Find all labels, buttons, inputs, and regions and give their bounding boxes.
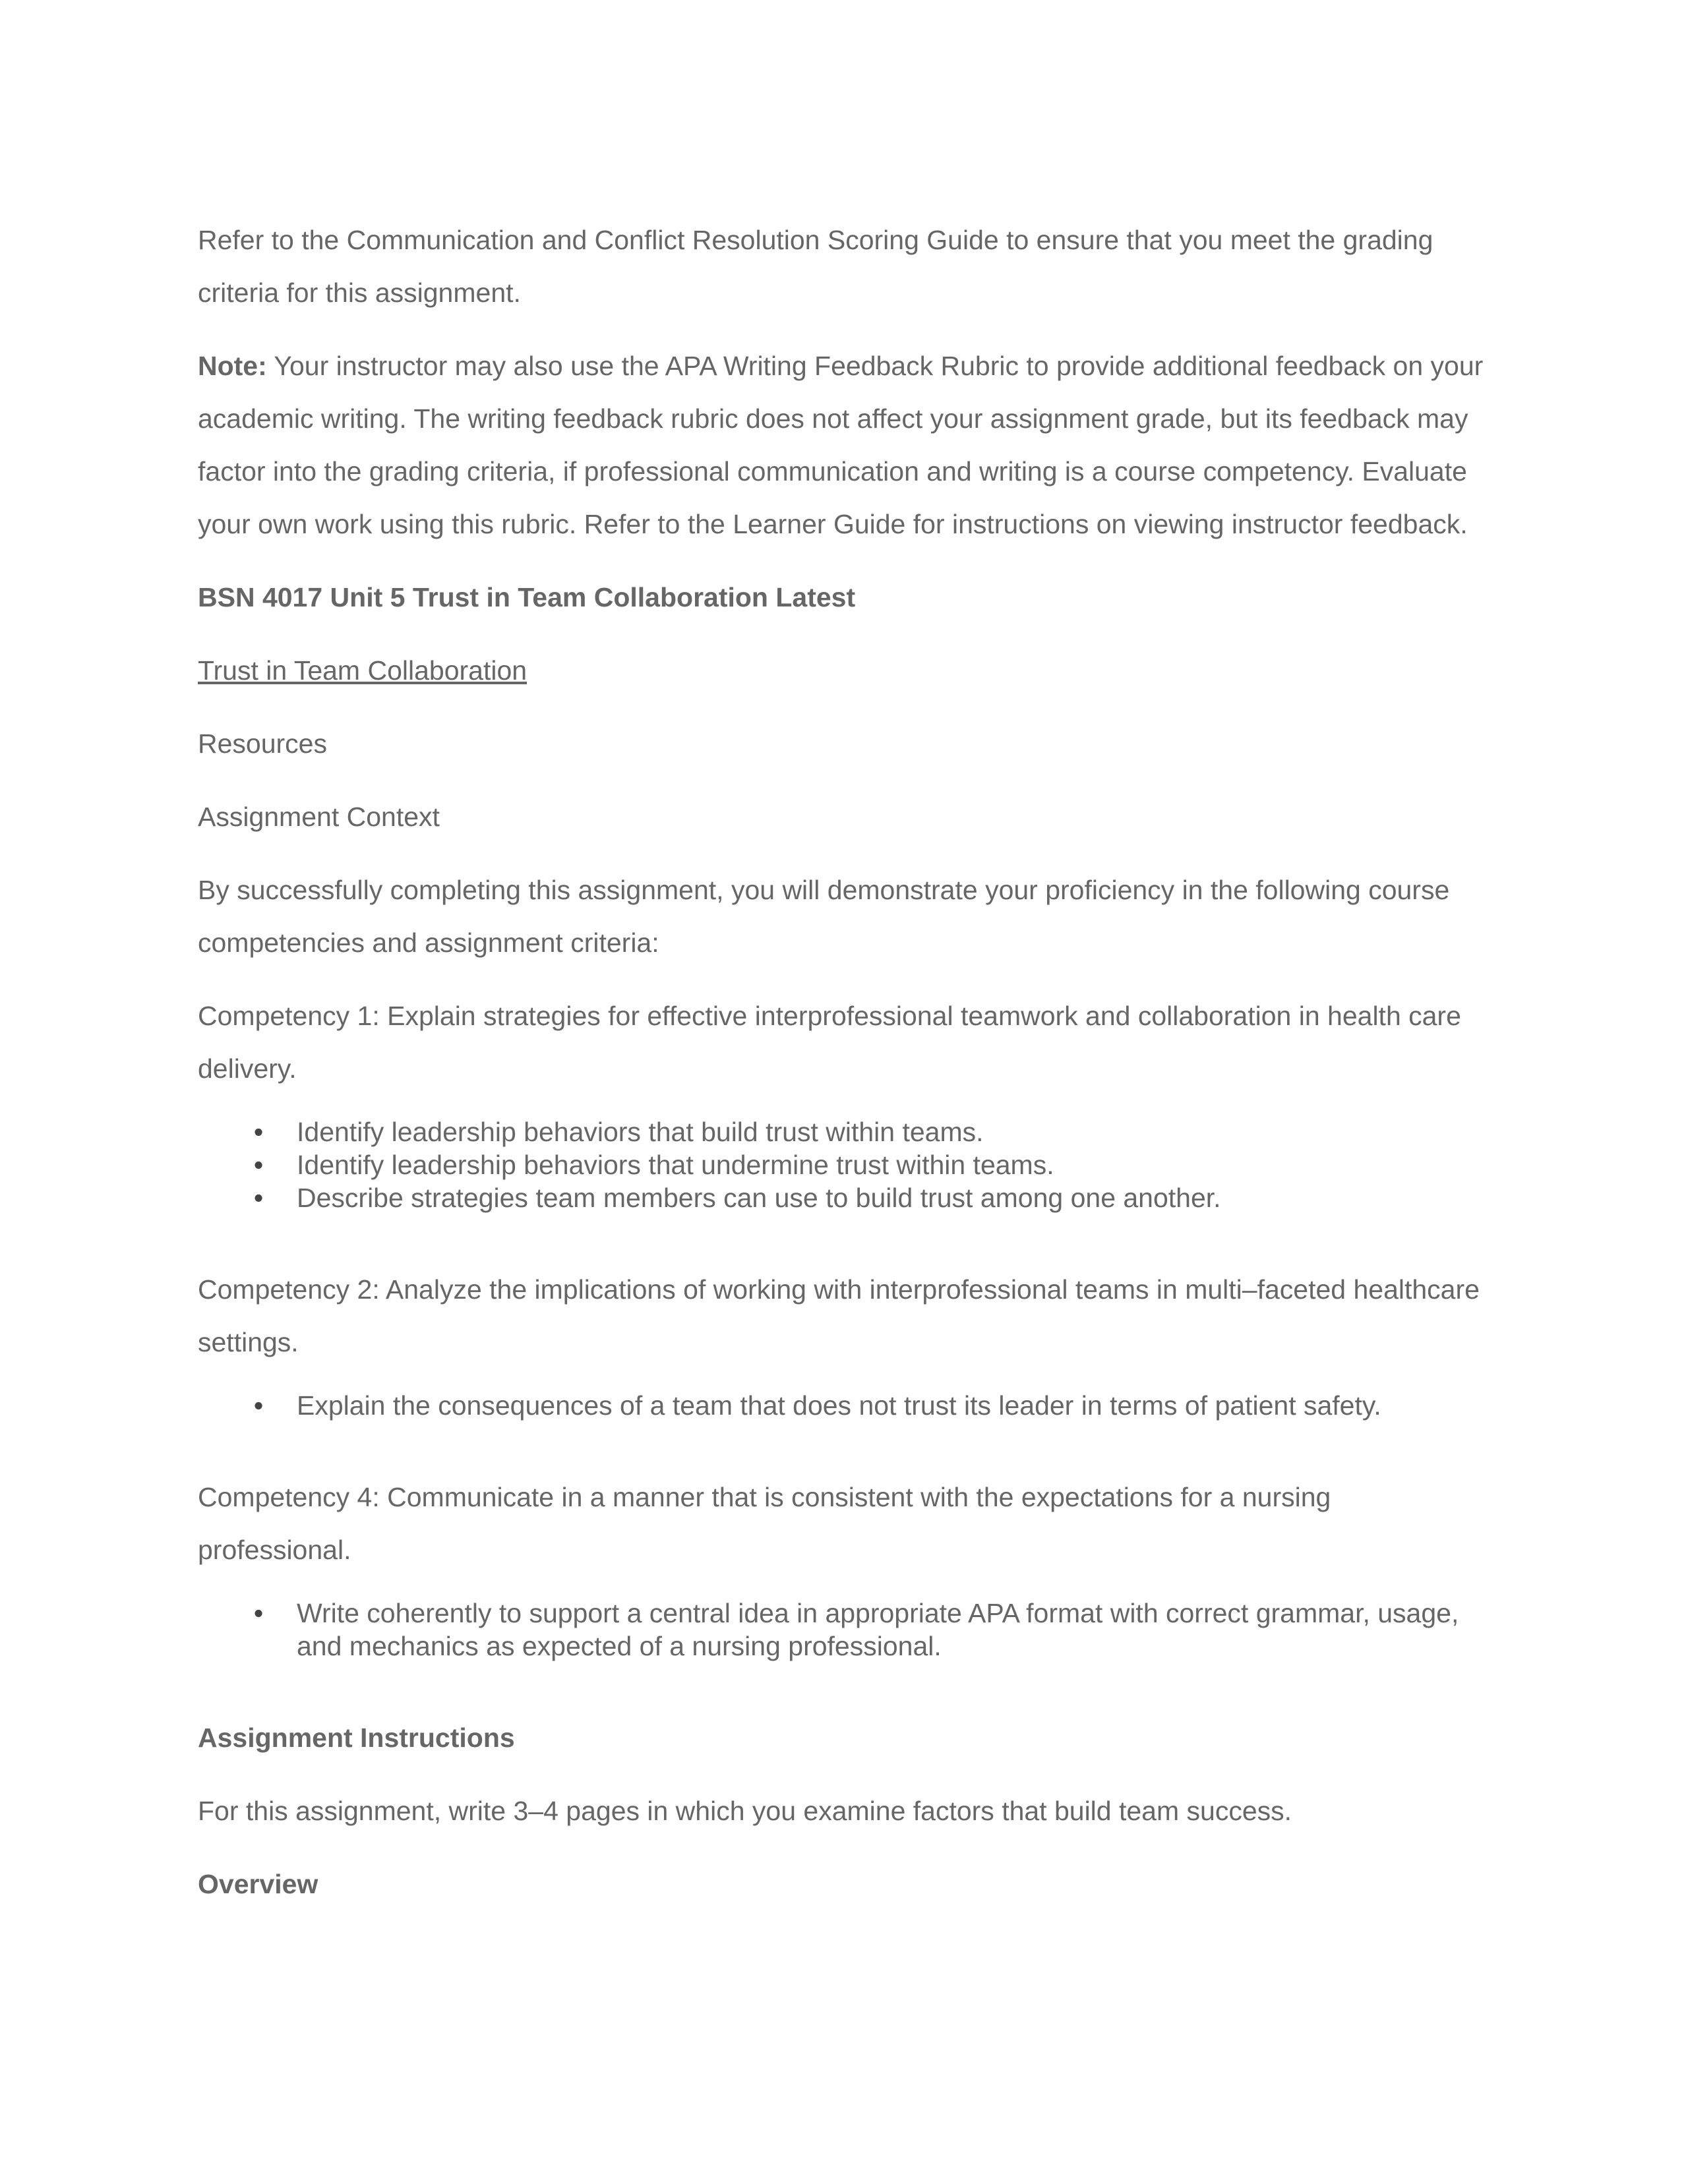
overview-heading: Overview xyxy=(198,1869,318,1899)
criterion-text: Explain the consequences of a team that does not trust its leader in terms of patient safety. xyxy=(297,1390,1381,1421)
list-item xyxy=(198,1389,1490,1422)
competency-1-title: Competency 1: Explain strategies for effective interprofessional teamwork and collaboration in health care delivery. xyxy=(198,1001,1461,1084)
list-item xyxy=(198,1597,1490,1663)
list-item xyxy=(198,1181,1490,1214)
criterion-text: Identify leadership behaviors that build trust within teams. xyxy=(297,1117,984,1147)
instructions-paragraph: For this assignment, write 3–4 pages in which you examine factors that build team success. xyxy=(198,1796,1292,1826)
bullet-icon: • xyxy=(253,1150,264,1180)
note-label: Note: xyxy=(198,351,267,381)
bullet-icon: • xyxy=(253,1390,264,1421)
bullet-icon: • xyxy=(253,1117,264,1147)
criterion-text: Identify leadership behaviors that undermine trust within teams. xyxy=(297,1150,1054,1180)
list-item xyxy=(198,1148,1490,1181)
list-item xyxy=(198,1115,1490,1148)
bullet-icon: • xyxy=(253,1183,264,1213)
bullet-icon: • xyxy=(253,1598,264,1628)
proficiency-paragraph: By successfully completing this assignment, you will demonstrate your proficiency in the following course competencies and assignment criteria: xyxy=(198,875,1450,958)
competency-4-title: Competency 4: Communicate in a manner that is consistent with the expectations for a nursing professional. xyxy=(198,1482,1331,1565)
document-page xyxy=(198,214,1490,1931)
trust-collaboration-link[interactable]: Trust in Team Collaboration xyxy=(198,655,528,686)
assignment-heading: BSN 4017 Unit 5 Trust in Team Collaboration Latest xyxy=(198,582,856,612)
note-paragraph xyxy=(198,339,1490,550)
resources-label: Resources xyxy=(198,728,327,759)
criterion-text: Write coherently to support a central idea in appropriate APA format with correct grammar, usage, and mechanics as expected of a nursing professional. xyxy=(297,1598,1459,1661)
competency-2-criteria-list xyxy=(198,1389,1490,1422)
criterion-text: Describe strategies team members can use to build trust among one another. xyxy=(297,1183,1221,1213)
competency-4-criteria-list xyxy=(198,1597,1490,1663)
note-text: Your instructor may also use the APA Writing Feedback Rubric to provide additional feedback on your academic writing. The writing feedback rubric does not affect your assignment grade, but its feedback may factor into the grading criteria, if professional communication and writing is a course competency. Evaluate your own work using this rubric. Refer to the Learner Guide for instructions on viewing instructor feedback. xyxy=(198,351,1484,539)
assignment-context-label: Assignment Context xyxy=(198,802,440,832)
scoring-guide-paragraph: Refer to the Communication and Conflict Resolution Scoring Guide to ensure that you meet the grading criteria for this assignment. xyxy=(198,225,1433,308)
competency-1-criteria-list xyxy=(198,1115,1490,1214)
competency-2-title: Competency 2: Analyze the implications of working with interprofessional teams in multi–faceted healthcare settings. xyxy=(198,1274,1480,1357)
instructions-heading: Assignment Instructions xyxy=(198,1723,515,1753)
